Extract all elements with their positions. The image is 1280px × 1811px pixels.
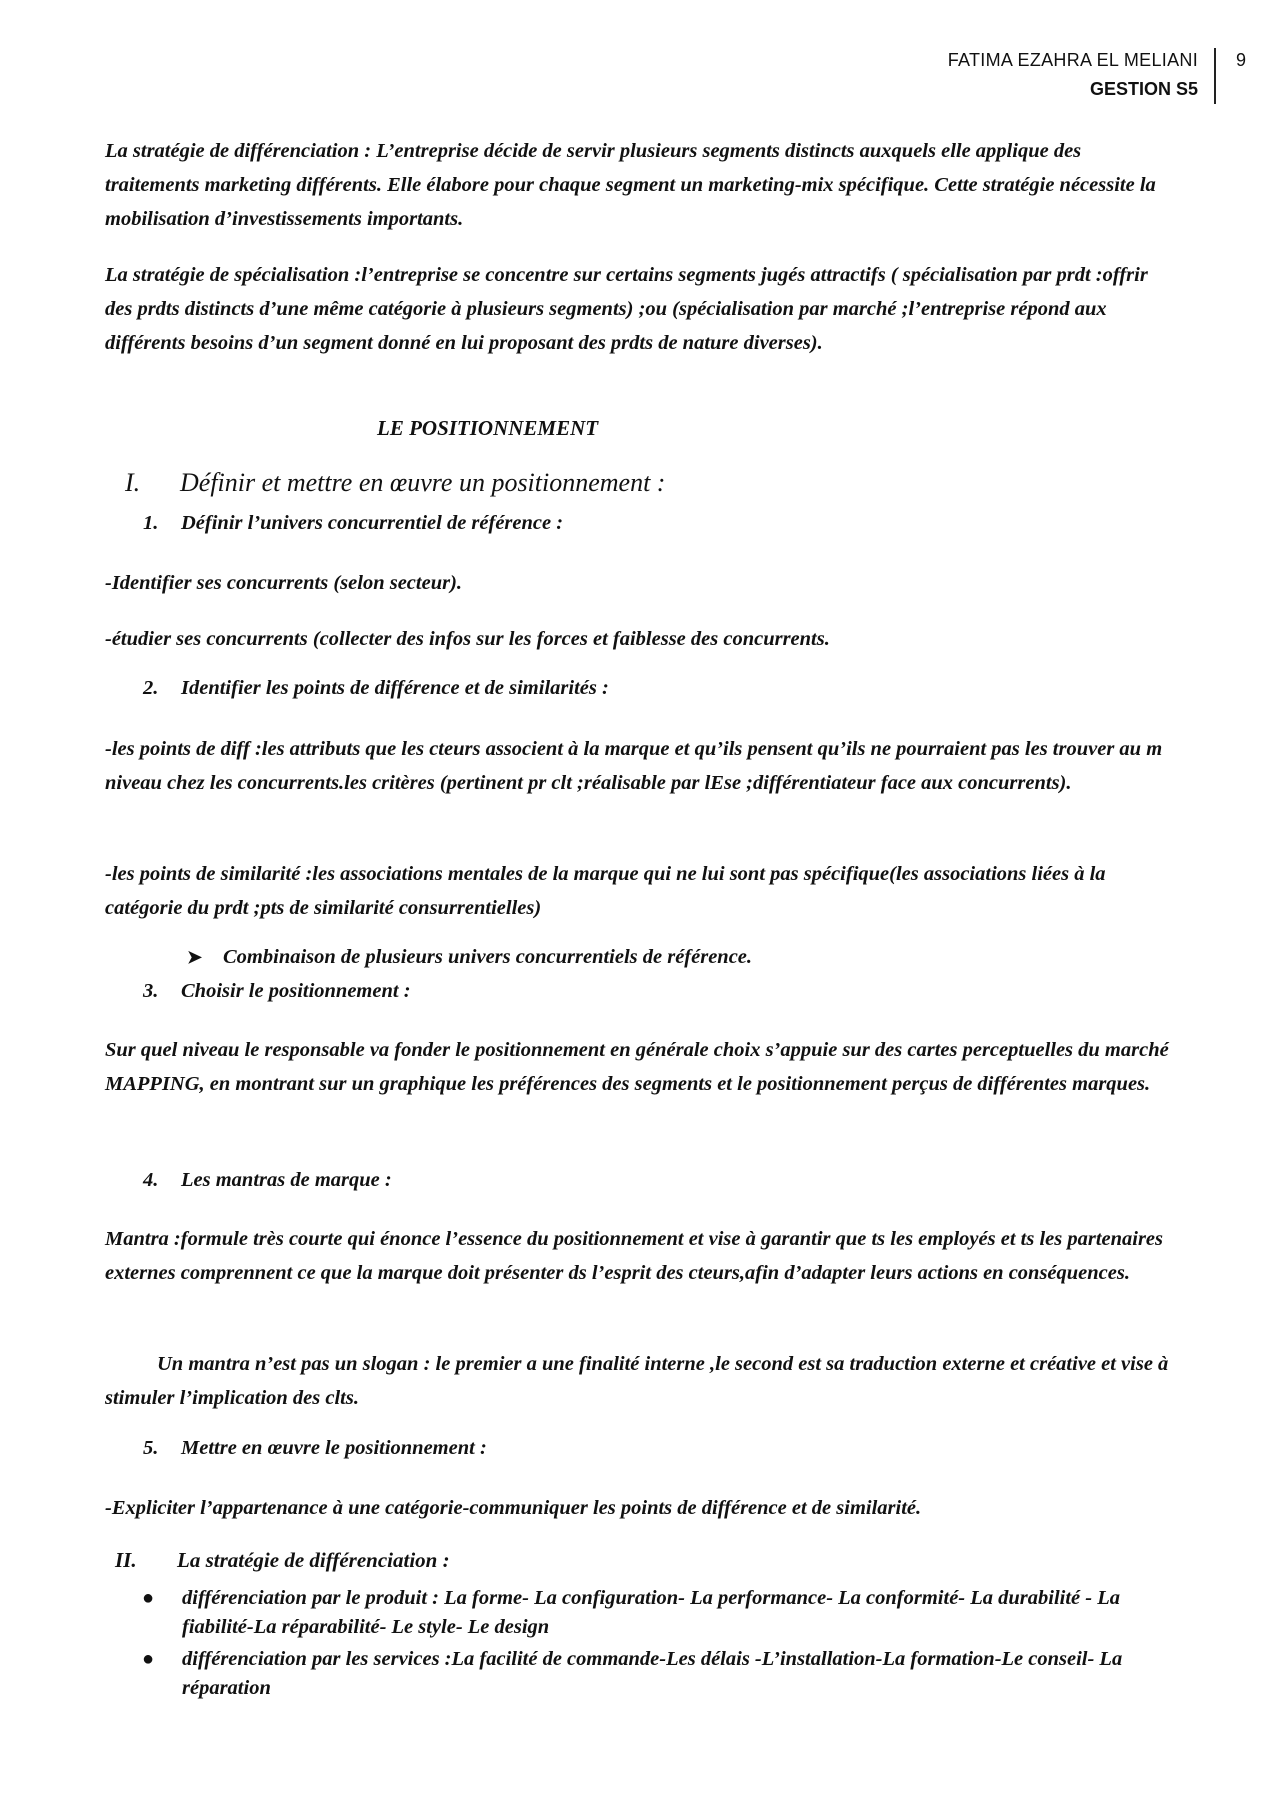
item-3 <box>143 980 411 1003</box>
page-number: 9 <box>1235 50 1246 70</box>
item-1 <box>143 512 563 535</box>
item-2 <box>143 677 609 700</box>
paragraph-expliciter: -Expliciter l’appartenance à une catégorie-communiquer les points de différence et de similarité. <box>105 1497 922 1519</box>
item-2-number: 2. <box>143 677 159 699</box>
item-4-title: Les mantras de marque : <box>181 1169 392 1191</box>
paragraph-specialisation: La stratégie de spécialisation :l’entreprise se concentre sur certains segments jugés attractifs ( spécialisation par prdt :offrir des prdts distincts d’une même catégorie à plusieurs segments) ;ou (spécialisation par marché ;l’entreprise répond aux différents besoins d’un segment donné en lui proposant des prdts de nature diverses). <box>105 264 1148 354</box>
section-1-number: I. <box>125 468 141 497</box>
section-1-title: Définir et mettre en œuvre un positionnement : <box>180 468 666 497</box>
section-title: LE POSITIONNEMENT <box>377 416 599 440</box>
item-1-number: 1. <box>143 512 159 534</box>
item-3-title: Choisir le positionnement : <box>181 980 411 1002</box>
paragraph-differenciation: La stratégie de différenciation : L’entreprise décide de servir plusieurs segments distincts auxquels elle applique des traitements marketing différents. Elle élabore pour chaque segment un marketing-mix spécifique. Cette stratégie nécessite la mobilisation d’investissements importants. <box>105 140 1156 230</box>
arrow-item <box>187 946 752 969</box>
item-2-title: Identifier les points de différence et de similarités : <box>181 677 609 699</box>
header-course: GESTION S5 <box>1089 79 1198 99</box>
section-2-heading <box>115 1548 450 1573</box>
item-5-title: Mettre en œuvre le positionnement : <box>181 1437 487 1459</box>
page-header <box>816 46 1246 104</box>
header-author: FATIMA EZAHRA EL MELIANI <box>947 50 1198 70</box>
item-4 <box>143 1169 392 1192</box>
paragraph-points-diff: -les points de diff :les attributs que les cteurs associent à la marque et qu’ils pensent qu’ils ne pourraient pas les trouver au m niveau chez les concurrents.les critères (pertinent pr clt ;réalisable par lEse ;différentiateur face aux concurrents). <box>105 738 1163 794</box>
header-divider <box>1214 48 1216 104</box>
paragraph-mantra: Mantra :formule très courte qui énonce l’essence du positionnement et vise à garantir que ts les employés et ts les partenaires externes comprennent ce que la marque doit présenter ds l’esprit des cteurs,afin d’adapter leurs actions en conséquences. <box>105 1228 1164 1284</box>
bullet-dot-icon: ● <box>142 1648 155 1670</box>
paragraph-etudier: -étudier ses concurrents (collecter des infos sur les forces et faiblesse des concurrents. <box>105 628 830 650</box>
section-2-number: II. <box>115 1548 137 1572</box>
item-5-number: 5. <box>143 1437 159 1459</box>
bullet-text: différenciation par les services :La facilité de commande-Les délais -L’installation-La formation-Le conseil- La réparation <box>182 1648 1123 1699</box>
item-1-title: Définir l’univers concurrentiel de référence : <box>181 512 564 534</box>
paragraph-points-similarite: -les points de similarité :les associations mentales de la marque qui ne lui sont pas spécifique(les associations liées à la catégorie du prdt ;pts de similarité consurrentielles) <box>105 863 1106 919</box>
header-text <box>948 46 1198 104</box>
list-item <box>142 1584 1182 1642</box>
list-item <box>142 1645 1182 1703</box>
item-4-number: 4. <box>143 1169 159 1191</box>
paragraph-slogan: Un mantra n’est pas un slogan : le premier a une finalité interne ,le second est sa traduction externe et créative et vise à stimuler l’implication des clts. <box>105 1353 1169 1409</box>
item-3-number: 3. <box>143 980 159 1002</box>
arrow-item-text: Combinaison de plusieurs univers concurrentiels de référence. <box>223 946 753 968</box>
paragraph-identifier: -Identifier ses concurrents (selon secteur). <box>105 572 463 594</box>
section-2-title: La stratégie de différenciation : <box>177 1548 450 1572</box>
section-1-heading <box>125 468 665 498</box>
paragraph-choisir: Sur quel niveau le responsable va fonder le positionnement en générale choix s’appuie sur des cartes perceptuelles du marché MAPPING, en montrant sur un graphique les préférences des segments et le positionnement perçus de différentes marques. <box>105 1039 1169 1095</box>
item-5 <box>143 1437 487 1460</box>
arrow-bullet-icon: ➤ <box>187 947 203 967</box>
bullet-text: différenciation par le produit : La forme- La configuration- La performance- La conformité- La durabilité - La fiabilité-La réparabilité- Le style- Le design <box>182 1587 1120 1638</box>
bullet-dot-icon: ● <box>142 1587 155 1609</box>
